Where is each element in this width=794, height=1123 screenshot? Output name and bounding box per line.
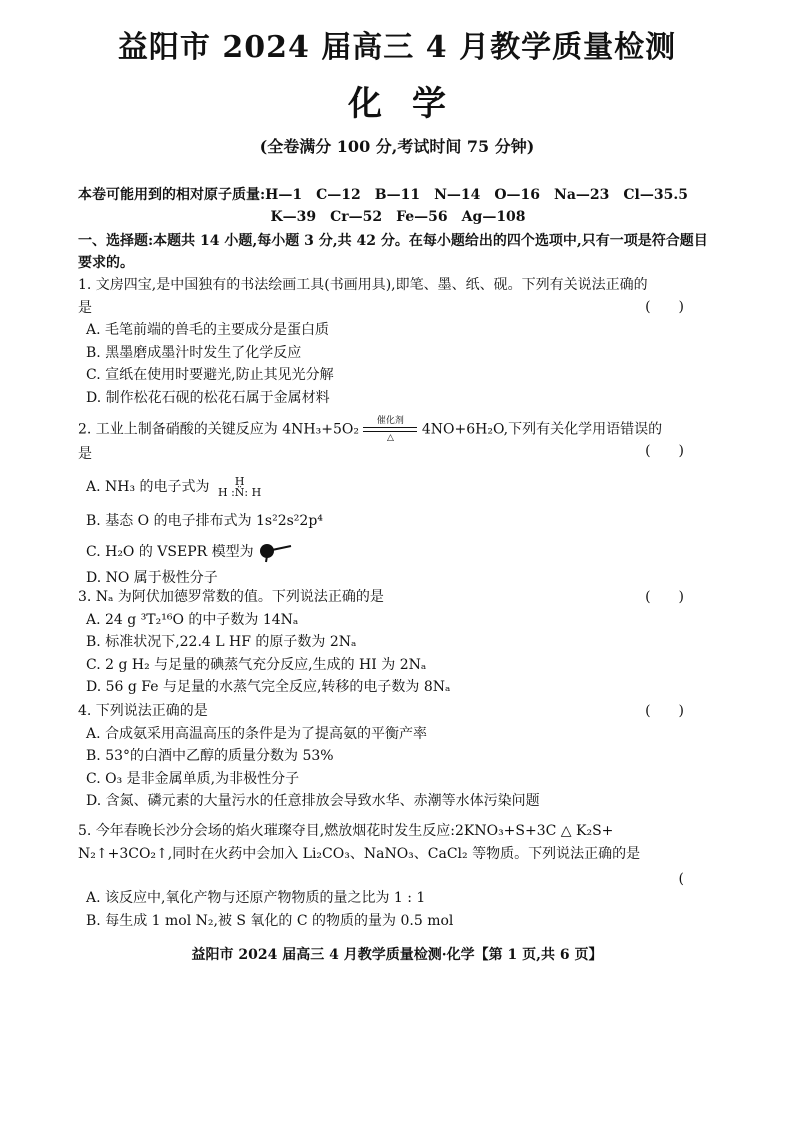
vsepr-model-icon [258, 541, 294, 563]
answer-paren: ( [678, 871, 684, 887]
page-footer: 益阳市 2024 届高三 4 月教学质量检测·化学【第 1 页,共 6 页】 [191, 947, 603, 963]
option-a: A. 该反应中,氧化产物与还原产物物质的量之比为 1 : 1 [86, 890, 426, 906]
exam-title: 益阳市 2024 届高三 4 月教学质量检测 [117, 30, 677, 65]
option-c: C. O₃ 是非金属单质,为非极性分子 [86, 770, 300, 787]
atomic-masses [78, 184, 718, 228]
question-1 [78, 274, 718, 409]
question-2-stem-cont: 是 [78, 446, 92, 462]
option-d: D. 含氮、磷元素的大量污水的任意排放会导致水华、赤潮等水体污染问题 [86, 793, 540, 809]
option-d: D. 56 g Fe 与足量的水蒸气完全反应,转移的电子数为 8Nₐ [86, 679, 451, 695]
electron-dot-structure [218, 476, 261, 498]
atomic-masses-line2: K—39 Cr—52 Fe—56 Ag—108 [270, 209, 526, 225]
option-c: C. 2 g H₂ 与足量的碘蒸气充分反应,生成的 HI 为 2Nₐ [86, 656, 427, 673]
option-b: B. 黑墨磨成墨汁时发生了化学反应 [86, 344, 302, 361]
option-b: B. 基态 O 的电子排布式为 1s²2s²2p⁴ [86, 513, 323, 529]
struct-middle: H :N̈: H [218, 485, 262, 499]
section-heading: 一、选择题:本题共 14 小题,每小题 3 分,共 42 分。在每小题给出的四个选项中,只有一项是符合题目要求的。 [78, 233, 708, 271]
struct-h-top: H [234, 474, 245, 488]
subject-title: 化学 [348, 84, 476, 124]
question-5 [78, 820, 718, 932]
option-d: D. NO 属于极性分子 [86, 570, 218, 586]
question-3-stem: 3. Nₐ 为阿伏加德罗常数的值。下列说法正确的是 [78, 589, 384, 605]
question-1-stem-cont: 是 [78, 299, 92, 316]
question-4 [78, 700, 718, 813]
option-a-text: A. NH₃ 的电子式为 [86, 478, 210, 495]
atomic-masses-line1: 本卷可能用到的相对原子质量:H—1 C—12 B—11 N—14 O—16 Na—23 Cl—35.5 [78, 187, 688, 203]
question-5-stem: 5. 今年春晚长沙分会场的焰火璀璨夺目,燃放烟花时发生反应:2KNO₃+S+3C △ K₂S+ [78, 823, 614, 839]
question-4-stem: 4. 下列说法正确的是 [78, 703, 208, 719]
answer-paren: ( ) [645, 299, 684, 315]
option-b: B. 标准状况下,22.4 L HF 的原子数为 2Nₐ [86, 634, 357, 650]
option-a [78, 476, 718, 499]
option-c [78, 541, 718, 564]
option-b: B. 53°的白酒中乙醇的质量分数为 53% [86, 748, 334, 764]
option-c: C. 宣纸在使用时要避光,防止其见光分解 [86, 367, 334, 383]
reaction-condition-heat: △ [386, 433, 394, 443]
question-1-stem: 1. 文房四宝,是中国独有的书法绘画工具(书画用具),即笔、墨、纸、砚。下列有关说法正确的 [78, 277, 648, 293]
question-2-stem [78, 416, 718, 443]
option-a: A. 合成氨采用高温高压的条件是为了提高氨的平衡产率 [86, 725, 428, 742]
question-2 [78, 416, 718, 590]
reaction-arrow [363, 416, 417, 443]
answer-paren: ( ) [645, 443, 684, 459]
question-5-stem-cont: N₂↑+3CO₂↑,同时在火药中会加入 Li₂CO₃、NaNO₃、CaCl₂ 等物质。下列说法正确的是 [78, 845, 641, 862]
question-3 [78, 586, 718, 699]
option-d: D. 制作松花石砚的松花石属于金属材料 [86, 389, 330, 406]
answer-paren: ( ) [645, 589, 684, 605]
option-a: A. 24 g ³T₂¹⁶O 的中子数为 14Nₐ [86, 611, 299, 628]
option-a: A. 毛笔前端的兽毛的主要成分是蛋白质 [86, 322, 330, 338]
question-2-stem-pre: 2. 工业上制备硝酸的关键反应为 4NH₃+5O₂ [78, 421, 359, 438]
option-c-text: C. H₂O 的 VSEPR 模型为 [86, 543, 254, 560]
question-2-stem-post: 4NO+6H₂O,下列有关化学用语错误的 [421, 421, 663, 438]
answer-paren: ( ) [645, 703, 684, 719]
reaction-condition: 催化剂 [376, 416, 404, 426]
exam-note: (全卷满分 100 分,考试时间 75 分钟) [259, 137, 535, 156]
option-b: B. 每生成 1 mol N₂,被 S 氧化的 C 的物质的量为 0.5 mol [86, 912, 454, 929]
